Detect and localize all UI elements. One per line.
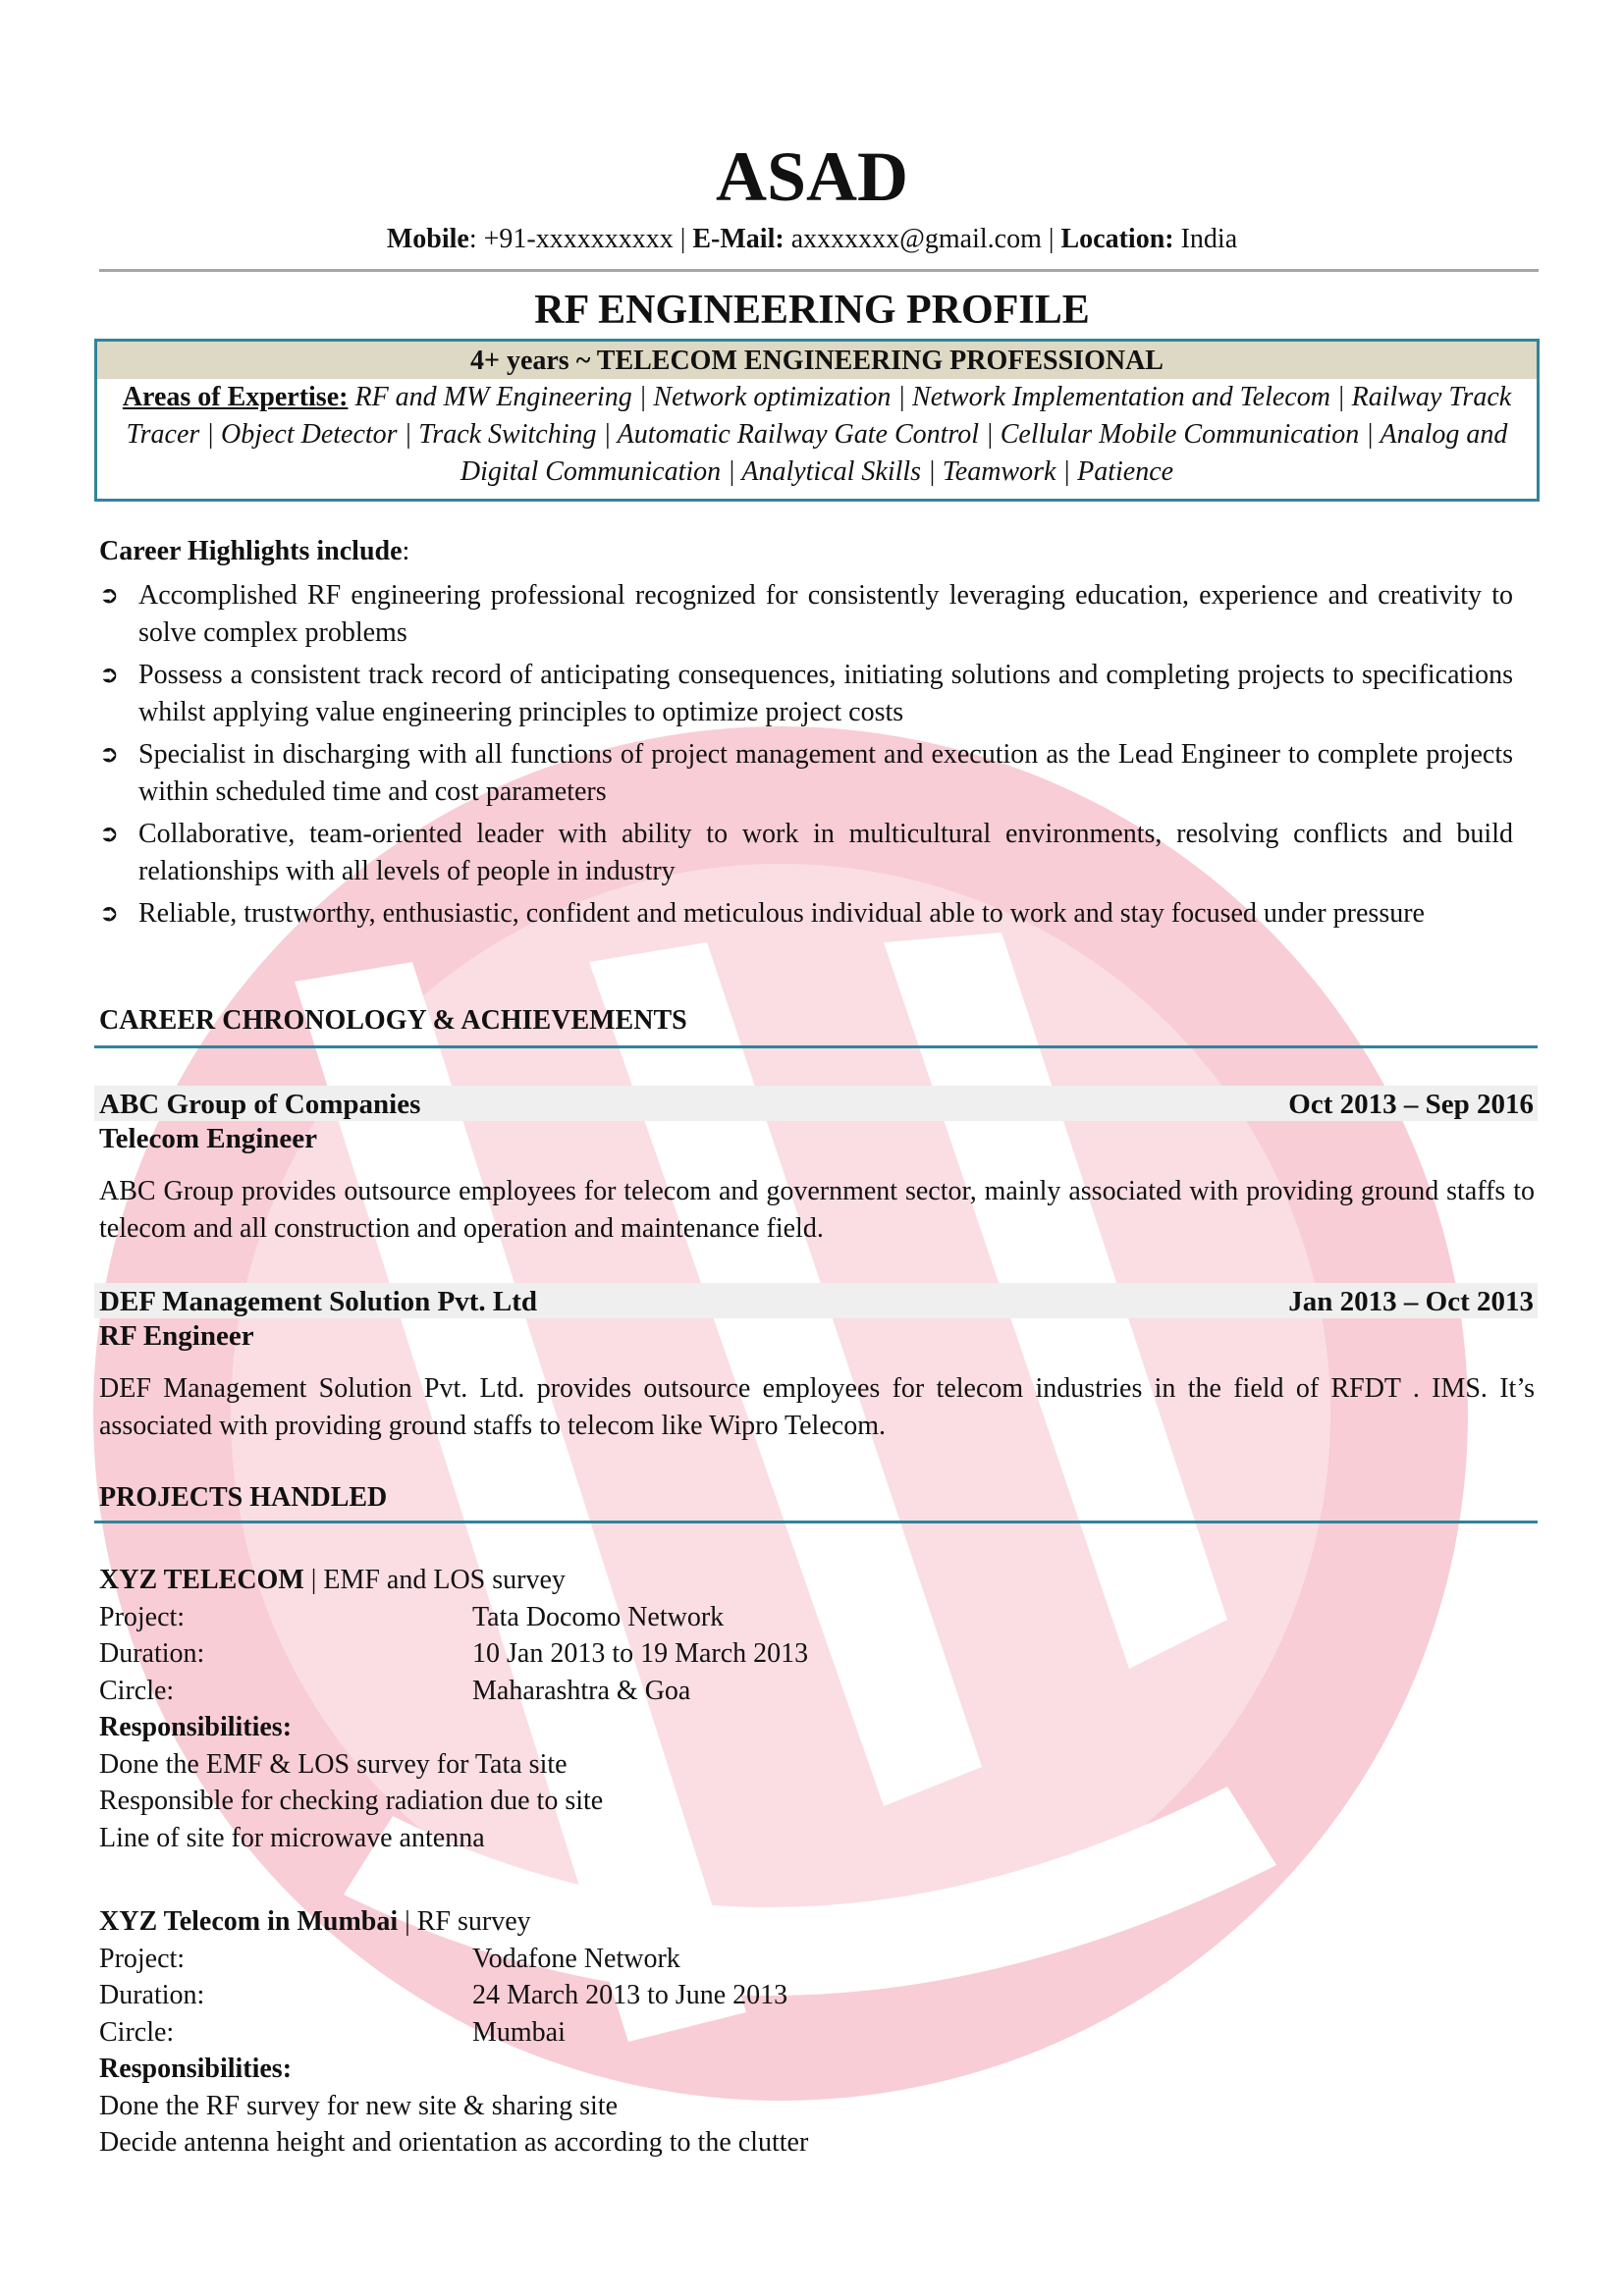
- circle-label: Circle:: [99, 1675, 175, 1706]
- project-type: EMF and LOS survey: [323, 1565, 566, 1595]
- section-divider: [94, 1521, 1538, 1523]
- job-description: DEF Management Solution Pvt. Ltd. provides outsource employees for telecom industries in the field of RFDT . IMS. It’s associated with providing ground staffs to telecom like Wipro Telecom.: [99, 1373, 1535, 1441]
- company: DEF Management Solution Pvt. Ltd: [99, 1286, 538, 1317]
- project-client: XYZ Telecom in Mumbai: [99, 1906, 399, 1937]
- mobile-label: Mobile: [386, 224, 469, 254]
- section-divider: [94, 1045, 1538, 1048]
- chronology-title: CAREER CHRONOLOGY & ACHIEVEMENTS: [99, 1005, 687, 1036]
- project-client: XYZ TELECOM: [99, 1565, 304, 1595]
- arrow-bullet-icon: ➲: [99, 742, 120, 768]
- areas-label: Areas of Expertise:: [122, 382, 349, 412]
- highlight-text: Accomplished RF engineering professional recognized for consistently leveraging education, experience and creativity to solve complex problems: [138, 580, 1513, 648]
- arrow-bullet-icon: ➲: [99, 583, 120, 609]
- responsibility: Done the EMF & LOS survey for Tata site: [99, 1748, 568, 1780]
- list-item: [99, 577, 1513, 652]
- project-name: Vodafone Network: [472, 1943, 680, 1974]
- job-role: RF Engineer: [99, 1320, 254, 1352]
- list-item: [99, 895, 1513, 933]
- arrow-bullet-icon: ➲: [99, 663, 120, 688]
- projects-title: PROJECTS HANDLED: [99, 1482, 388, 1513]
- location: India: [1180, 224, 1238, 254]
- responsibility: Done the RF survey for new site & sharing site: [99, 2090, 619, 2121]
- contact-line: Mobile: +91-xxxxxxxxxx | E-Mail: axxxxxxx@gmail.com | Location: India: [386, 224, 1238, 254]
- profile-box: [94, 339, 1540, 502]
- header-divider: [99, 269, 1539, 272]
- responsibility: Decide antenna height and orientation as according to the clutter: [99, 2127, 809, 2158]
- highlight-text: Possess a consistent track record of anticipating consequences, initiating solutions and completing projects to specifications whilst applying value engineering principles to optimize project costs: [138, 660, 1513, 727]
- experience-band: 4+ years ~ TELECOM ENGINEERING PROFESSIONAL: [97, 342, 1537, 379]
- highlight-text: Collaborative, team-oriented leader with ability to work in multicultural environments, resolving conflicts and build relationships with all levels of people in industry: [138, 819, 1513, 886]
- profile-title: RF ENGINEERING PROFILE: [534, 288, 1090, 333]
- responsibility: Responsible for checking radiation due to site: [99, 1786, 604, 1816]
- duration-label: Duration:: [99, 1980, 205, 2010]
- location-label: Location:: [1060, 224, 1174, 254]
- highlights-title: Career Highlights include:: [99, 536, 410, 566]
- email: axxxxxxx@gmail.com: [790, 224, 1042, 254]
- areas-list: RF and MW Engineering | Network optimization | Network Implementation and Telecom | Railway Track Tracer | Object Detector | Track Switching | Automatic Railway Gate Control | Cellular Mobile Communication | Analog and Digital Communication | Analytical Skills | Teamwork | Patience: [126, 382, 1512, 487]
- responsibilities-label: Responsibilities:: [99, 2054, 293, 2084]
- list-item: [99, 736, 1513, 811]
- areas-of-expertise: [97, 379, 1537, 491]
- highlight-text: Specialist in discharging with all functions of project management and execution as the Lead Engineer to complete projects within scheduled time and cost parameters: [138, 739, 1513, 807]
- project-circle: Mumbai: [472, 2016, 566, 2048]
- job-header: [94, 1283, 1538, 1318]
- circle-label: Circle:: [99, 2016, 175, 2048]
- project-circle: Maharashtra & Goa: [472, 1675, 691, 1706]
- job-dates: Oct 2013 – Sep 2016: [1288, 1089, 1534, 1120]
- project-type: RF survey: [416, 1906, 531, 1937]
- project-duration: 24 March 2013 to June 2013: [472, 1980, 788, 2010]
- duration-label: Duration:: [99, 1638, 205, 1669]
- project-label: Project:: [99, 1601, 186, 1632]
- candidate-name: ASAD: [715, 137, 909, 216]
- highlights-list: [99, 577, 1513, 937]
- list-item: [99, 816, 1513, 890]
- mobile: +91-xxxxxxxxxx: [483, 224, 674, 254]
- highlight-text: Reliable, trustworthy, enthusiastic, confident and meticulous individual able to work and stay focused under pressure: [138, 898, 1425, 929]
- job-description: ABC Group provides outsource employees for telecom and government sector, mainly associated with providing ground staffs to telecom and all construction and operation and maintenance field.: [99, 1176, 1535, 1244]
- project-label: Project:: [99, 1943, 186, 1974]
- project-block: XYZ Telecom in Mumbai | RF survey Project: Vodafone Network Duration: 24 March 2013 to June 2013 Circle: Mumbai Responsibilities: Done the RF survey for new site & sharing site Decide antenna height and orientation as according to the clutter: [99, 1903, 1081, 2162]
- email-label: E-Mail:: [692, 224, 785, 254]
- job-dates: Jan 2013 – Oct 2013: [1288, 1286, 1534, 1317]
- responsibilities-label: Responsibilities:: [99, 1712, 293, 1742]
- arrow-bullet-icon: ➲: [99, 901, 120, 927]
- list-item: [99, 657, 1513, 731]
- company: ABC Group of Companies: [99, 1089, 421, 1120]
- job-role: Telecom Engineer: [99, 1123, 318, 1154]
- project-name: Tata Docomo Network: [472, 1601, 725, 1632]
- responsibility: Line of site for microwave antenna: [99, 1822, 485, 1853]
- project-block: XYZ TELECOM | EMF and LOS survey Project: Tata Docomo Network Duration: 10 Jan 2013 to 19 March 2013 Circle: Maharashtra & Goa Responsibilities: Done the EMF & LOS survey for Tata site Responsible for checking radiation due to site Line of site for microwave antenna: [99, 1562, 1081, 1856]
- highlights-title-text: Career Highlights include: [99, 536, 403, 566]
- arrow-bullet-icon: ➲: [99, 822, 120, 847]
- project-duration: 10 Jan 2013 to 19 March 2013: [472, 1638, 809, 1669]
- job-header: [94, 1086, 1538, 1121]
